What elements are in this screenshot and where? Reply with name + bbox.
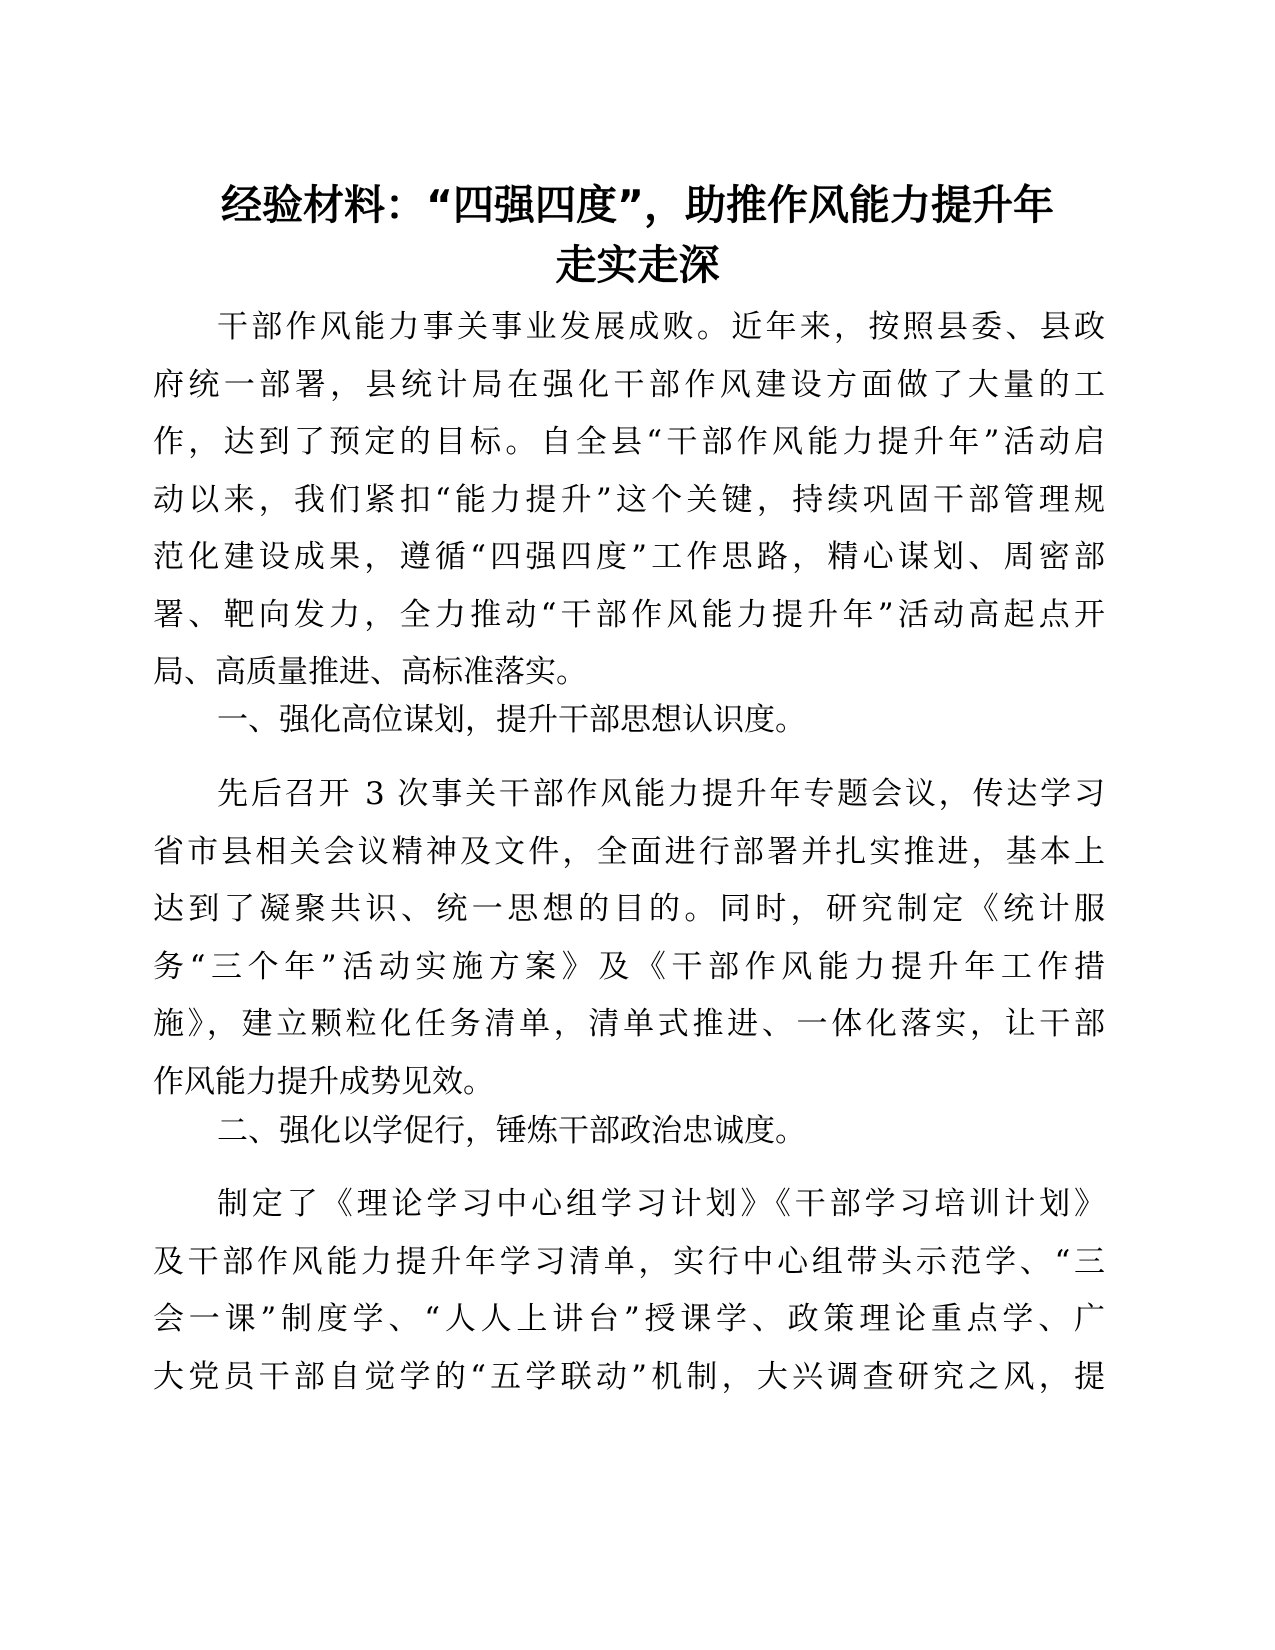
paragraph-line: 制定了《理论学习中心组学习计划》《干部学习培训计划》	[217, 1186, 1105, 1222]
paragraph-line: 署、靶向发力，全力推动“干部作风能力提升年”活动高起点开	[153, 596, 1105, 633]
section-heading-2	[153, 1103, 1105, 1161]
document-title-line-2: 走实走深	[555, 241, 720, 289]
paragraph-line: 作风能力提升成势见效。	[153, 1063, 494, 1100]
paragraph-line: 务“三个年”活动实施方案》及《干部作风能力提升年工作措	[153, 948, 1105, 985]
paragraph-line: 府统一部署，县统计局在强化干部作风建设方面做了大量的工	[153, 366, 1105, 403]
paragraph-line: 作，达到了预定的目标。自全县“干部作风能力提升年”活动启	[153, 424, 1105, 460]
paragraph-section-1	[153, 766, 1105, 1111]
paragraph-line: 动以来，我们紧扣“能力提升”这个关键，持续巩固干部管理规	[153, 481, 1105, 518]
section-heading-1	[153, 692, 1105, 750]
paragraph-line: 范化建设成果，遵循“四强四度”工作思路，精心谋划、周密部	[153, 539, 1105, 575]
paragraph-line: 及干部作风能力提升年学习清单，实行中心组带头示范学、“三	[153, 1243, 1105, 1280]
paragraph-intro	[153, 299, 1105, 702]
paragraph-line: 局、高质量推进、高标准落实。	[153, 654, 587, 690]
section-heading-text: 二、强化以学促行，锤炼干部政治忠诚度。	[217, 1113, 806, 1149]
paragraph-line: 大党员干部自觉学的“五学联动”机制，大兴调查研究之风，提	[153, 1358, 1105, 1395]
paragraph-line: 省市县相关会议精神及文件，全面进行部署并扎实推进，基本上	[153, 833, 1105, 870]
section-heading-text: 一、强化高位谋划，提升干部思想认识度。	[217, 702, 806, 738]
document-title-line-1: 经验材料：“四强四度”，助推作风能力提升年	[221, 181, 1054, 229]
paragraph-section-2	[153, 1176, 1105, 1406]
paragraph-line: 施》，建立颗粒化任务清单，清单式推进、一体化落实，让干部	[153, 1006, 1105, 1042]
paragraph-line: 达到了凝聚共识、统一思想的目的。同时，研究制定《统计服	[153, 891, 1105, 927]
paragraph-line: 干部作风能力事关事业发展成败。近年来，按照县委、县政	[217, 309, 1105, 345]
paragraph-line: 会一课”制度学、“人人上讲台”授课学、政策理论重点学、广	[153, 1301, 1105, 1337]
paragraph-line: 先后召开 3 次事关干部作风能力提升年专题会议，传达学习	[217, 776, 1105, 812]
